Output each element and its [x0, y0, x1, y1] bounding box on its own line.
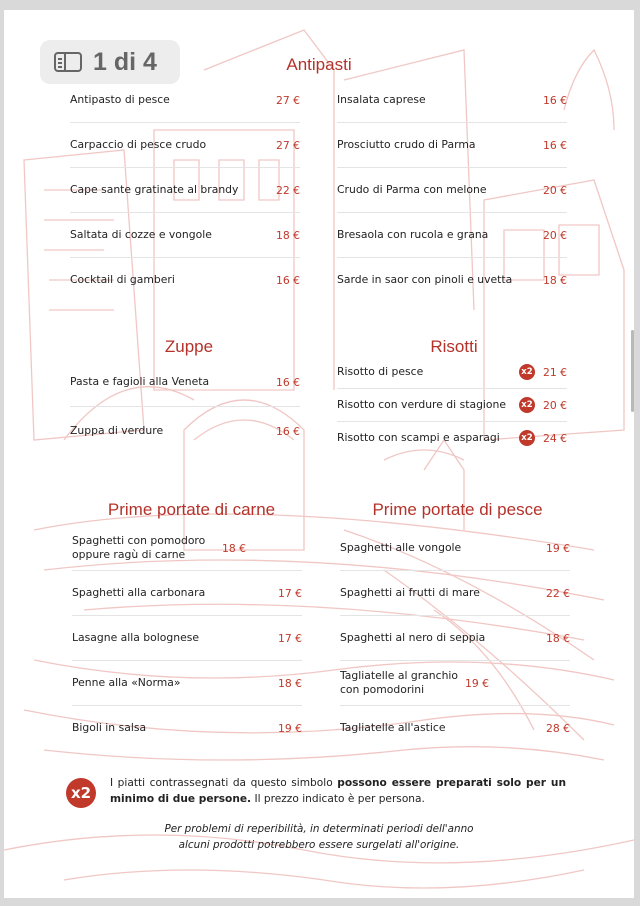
menu-item-price: 17 € [277, 631, 302, 645]
menu-item-price: 18 € [275, 228, 300, 242]
menu-item-price: 16 € [542, 138, 567, 152]
menu-item-price: 19 € [277, 721, 302, 735]
menu-item-price: 18 € [542, 273, 567, 287]
menu-item-name: Spaghetti alla carbonara [72, 585, 206, 599]
note-text-b: Il prezzo indicato è per persona. [251, 792, 425, 805]
menu-item-name: Crudo di Parma con melone [337, 182, 487, 196]
antipasti-left-list [70, 78, 300, 302]
menu-item-price: 16 € [275, 273, 300, 287]
menu-item-price: 16 € [275, 375, 300, 389]
menu-item-name: Penne alla «Norma» [72, 675, 181, 689]
menu-item-price: 17 € [277, 586, 302, 600]
menu-item-price: 22 € [545, 586, 570, 600]
carne-list [72, 526, 302, 750]
menu-item-price: 20 € [542, 398, 567, 412]
menu-item [337, 389, 567, 422]
footnote-line-2: alcuni prodotti potrebbero essere surgelati all'origine. [178, 838, 460, 851]
menu-item-price: 16 € [275, 424, 300, 438]
footnote-line-1: Per problemi di reperibilità, in determinati periodi dell'anno [164, 823, 474, 835]
menu-item-name: Sarde in saor con pinoli e uvetta [337, 272, 513, 286]
x2-icon: x2 [519, 364, 535, 380]
menu-item-name: Spaghetti alle vongole [340, 540, 462, 554]
book-page-icon [54, 52, 82, 72]
menu-item-name: Lasagne alla bolognese [72, 630, 199, 644]
note-text-bold: possono essere preparati solo per un minimo di due persone. [110, 777, 567, 805]
menu-item [340, 616, 570, 661]
page-indicator-label: 1 di 4 [93, 47, 157, 76]
menu-item [340, 571, 570, 616]
menu-item-name: Cape sante gratinate al brandy [70, 182, 239, 196]
menu-item-name: Risotto di pesce [337, 364, 424, 378]
menu-item-price: 27 € [275, 93, 300, 107]
menu-item-price: 20 € [542, 228, 567, 242]
menu-item-name: Spaghetti con pomodoro oppure ragù di carne [72, 533, 206, 561]
menu-page [4, 10, 634, 898]
menu-item-name: Spaghetti al nero di seppia [340, 630, 486, 644]
menu-item-price: 27 € [275, 138, 300, 152]
menu-item [340, 526, 570, 571]
menu-item-price: 19 € [545, 541, 570, 555]
menu-item-price: 24 € [542, 431, 567, 445]
menu-item-name: Tagliatelle all'astice [340, 720, 446, 734]
menu-item [337, 78, 567, 123]
menu-item [70, 407, 300, 455]
menu-item-name: Prosciutto crudo di Parma [337, 137, 476, 151]
menu-item-price: 20 € [542, 183, 567, 197]
note-text-a: I piatti contrassegnati da questo simbolo [110, 777, 338, 789]
menu-item [337, 258, 567, 302]
menu-item-name: Cocktail di gamberi [70, 272, 175, 286]
menu-item [340, 706, 570, 750]
menu-item-name: Risotto con verdure di stagione [337, 397, 507, 411]
menu-item [70, 358, 300, 407]
menu-item [70, 168, 300, 213]
menu-item [340, 661, 570, 706]
menu-item [70, 258, 300, 302]
menu-item-price: 21 € [542, 365, 567, 379]
section-title-pesce: Prime portate di pesce [372, 500, 543, 519]
menu-item [70, 78, 300, 123]
menu-item [72, 706, 302, 750]
minimum-two-persons-note [66, 776, 566, 808]
menu-item-name: Tagliatelle al granchio con pomodorini [340, 668, 459, 696]
section-title-risotti: Risotti [430, 337, 478, 356]
menu-item-name: Carpaccio di pesce crudo [70, 137, 207, 151]
menu-item-name: Bresaola con rucola e grana [337, 227, 489, 241]
menu-item-name: Spaghetti ai frutti di mare [340, 585, 480, 599]
menu-item [337, 123, 567, 168]
menu-item-price: 16 € [542, 93, 567, 107]
menu-item [72, 571, 302, 616]
menu-item-name: Saltata di cozze e vongole [70, 227, 212, 241]
menu-item-price: 18 € [545, 631, 570, 645]
section-title-carne: Prime portate di carne [107, 500, 276, 519]
frozen-products-footnote [84, 822, 554, 853]
scrollbar[interactable] [631, 330, 634, 412]
menu-item [337, 356, 567, 389]
section-title-antipasti: Antipasti [286, 55, 352, 74]
menu-item-name: Zuppa di verdure [70, 423, 164, 437]
section-title-zuppe: Zuppe [164, 337, 214, 356]
menu-item [70, 213, 300, 258]
risotti-list [337, 356, 567, 454]
menu-item-price: 19 € [465, 676, 490, 690]
menu-item [337, 168, 567, 213]
menu-item-name: Insalata caprese [337, 92, 426, 106]
x2-icon: x2 [519, 397, 535, 413]
menu-item-name: Antipasto di pesce [70, 92, 170, 106]
menu-item [72, 661, 302, 706]
menu-item [72, 616, 302, 661]
pesce-list [340, 526, 570, 750]
menu-item-name: Risotto con scampi e asparagi [337, 430, 500, 444]
menu-item-price: 18 € [222, 541, 247, 555]
menu-item-name: Bigoli in salsa [72, 720, 147, 734]
antipasti-right-list [337, 78, 567, 302]
menu-item-price: 28 € [545, 721, 570, 735]
zuppe-list [70, 358, 300, 455]
x2-icon: x2 [66, 778, 96, 808]
menu-item-name: Pasta e fagioli alla Veneta [70, 374, 210, 388]
menu-item-price: 18 € [277, 676, 302, 690]
menu-item [337, 422, 567, 454]
menu-item [72, 526, 302, 571]
x2-icon: x2 [519, 430, 535, 446]
menu-item [70, 123, 300, 168]
menu-item-price: 22 € [275, 183, 300, 197]
menu-item [337, 213, 567, 258]
